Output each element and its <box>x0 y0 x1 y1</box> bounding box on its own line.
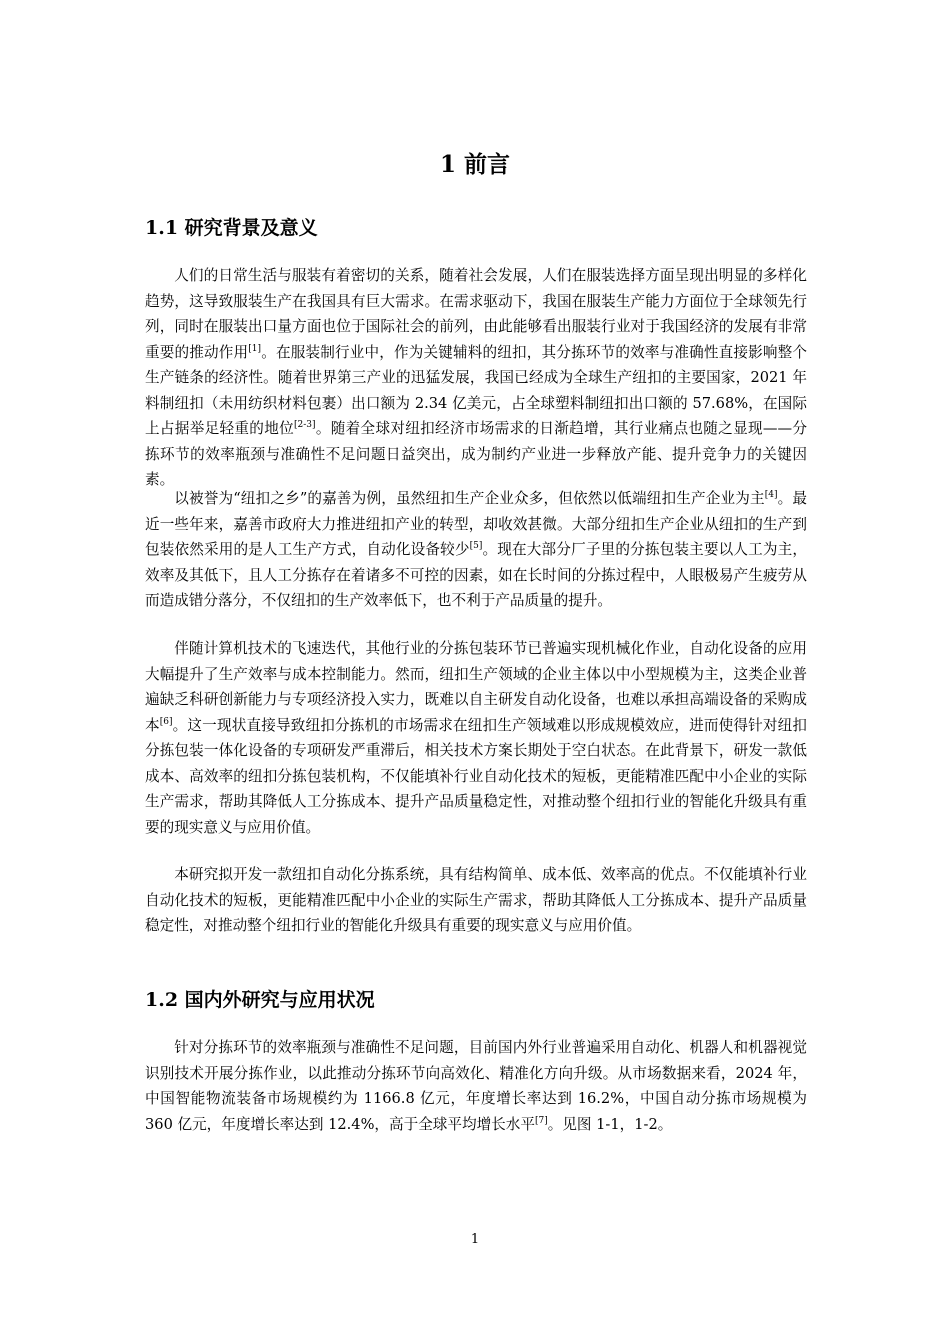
paragraph-text: 。在服装制行业中，作为关键辅料的纽扣，其分拣环节的效率与准确性直接影响整个生产链条的经济性。随着世界第三产业的迅猛发展，我国已经成为全球生产纽扣的主要国家，2021 年料制纽扣（未用纺织材料包裹）出口额为 2.34 亿美元，占全球塑料制纽扣出口额的 57.68%，在国际上占据举足轻重的地位 <box>145 343 807 437</box>
paragraph-text: 本研究拟开发一款纽扣自动化分拣系统，具有结构简单、成本低、效率高的优点。不仅能填补行业自动化技术的短板，更能精准匹配中小企业的实际生产需求，帮助其降低人工分拣成本、提升产品质量稳定性，对推动整个纽扣行业的智能化升级具有重要的现实意义与应用价值。 <box>145 866 807 934</box>
paragraph-text: 。最近一些年来，嘉善市政府大力推进纽扣产业的转型，却收效甚微。大部分纽扣生产企业从纽扣的生产到包装依然采用的是人工生产方式，自动化设备较少 <box>145 490 807 558</box>
paragraph-text: 。随着全球对纽扣经济市场需求的日渐趋增，其行业痛点也随之显现——分拣环节的效率瓶颈与准确性不足问题日益突出，成为制约产业进一步释放产能、提升竞争力的关键因素。 <box>145 420 807 488</box>
citation-ref: [4] <box>764 490 778 501</box>
citation-ref: [7] <box>534 1115 548 1126</box>
paragraph-text: 人们的日常生活与服装有着密切的关系，随着社会发展，人们在服装选择方面呈现出明显的多样化趋势，这导致服装生产在我国具有巨大需求。在需求驱动下，我国在服装生产能力方面位于全球领先行列，同时在服装出口量方面也位于国际社会的前列，由此能够看出服装行业对于我国经济的发展有非常重要的推动作用 <box>145 267 807 361</box>
paragraph-text: 。这一现状直接导致纽扣分拣机的市场需求在纽扣生产领域难以形成规模效应，进而使得针对纽扣分拣包装一体化设备的专项研发严重滞后，相关技术方案长期处于空白状态。在此背景下，研发一款低成本、高效率的纽扣分拣包装机构，不仅能填补行业自动化技术的短板，更能精准匹配中小企业的实际生产需求，帮助其降低人工分拣成本、提升产品质量稳定性，对推动整个纽扣行业的智能化升级具有重要的现实意义与应用价值。 <box>145 716 807 836</box>
paragraph <box>145 1035 807 1137</box>
paragraph <box>145 263 807 493</box>
page-number: 1 <box>470 1232 480 1247</box>
paragraph <box>145 862 807 939</box>
citation-ref: [2-3] <box>294 420 316 431</box>
paragraph <box>145 636 807 840</box>
citation-ref: [5] <box>469 541 483 552</box>
section-heading-1-2: 1.2 国内外研究与应用状况 <box>145 989 375 1011</box>
paragraph-text: 以被誉为“纽扣之乡”的嘉善为例，虽然纽扣生产企业众多，但依然以低端纽扣生产企业为主 <box>174 490 765 507</box>
citation-ref: [6] <box>159 716 173 727</box>
citation-ref: [1] <box>248 343 262 354</box>
paragraph-text: 。见图 1-1，1-2。 <box>547 1115 673 1133</box>
paragraph <box>145 486 807 614</box>
paragraph-text: 针对分拣环节的效率瓶颈与准确性不足问题，目前国内外行业普遍采用自动化、机器人和机器视觉识别技术开展分拣作业，以此推动分拣环节向高效化、精准化方向升级。从市场数据来看，2024 年，中国智能物流装备市场规模约为 1166.8 亿元，年度增长率达到 16.2%，中国自动分拣市场规模为 360 亿元，年度增长率达到 12.4%，高于全球平均增长水平 <box>145 1039 807 1133</box>
paragraph-text: 伴随计算机技术的飞速迭代，其他行业的分拣包装环节已普遍实现机械化作业，自动化设备的应用大幅提升了生产效率与成本控制能力。然而，纽扣生产领域的企业主体以中小型规模为主，这类企业普遍缺乏科研创新能力与专项经济投入实力，既难以自主研发自动化设备，也难以承担高端设备的采购成本 <box>145 640 807 734</box>
paragraph-text: 。现在大部分厂子里的分拣包装主要以人工为主，效率及其低下，且人工分拣存在着诸多不可控的因素，如在长时间的分拣过程中，人眼极易产生疲劳从而造成错分落分，不仅纽扣的生产效率低下，也不利于产品质量的提升。 <box>145 541 807 609</box>
chapter-title: 1 前言 <box>439 151 510 178</box>
section-heading-1-1: 1.1 研究背景及意义 <box>145 217 318 239</box>
